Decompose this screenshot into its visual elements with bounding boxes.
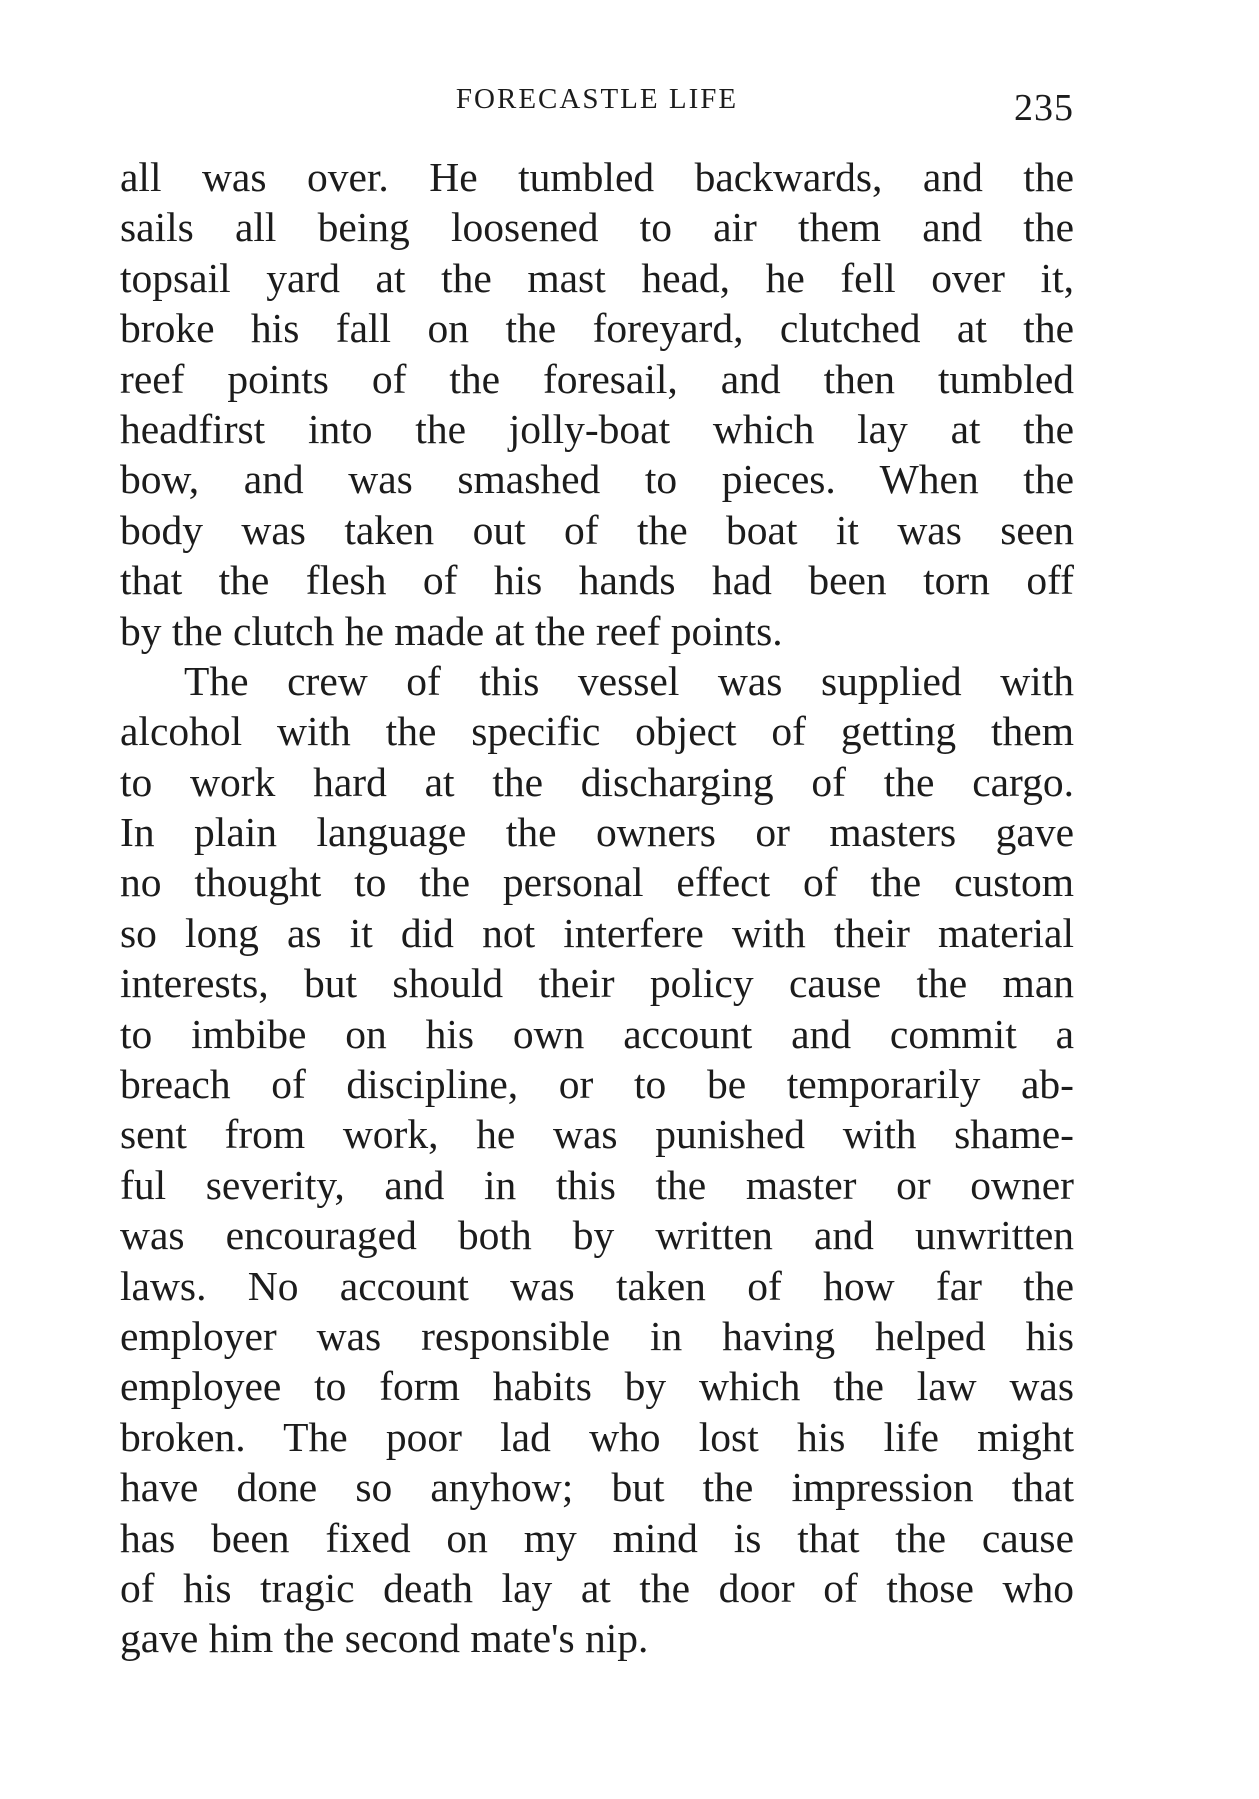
text-line: no thought to the personal effect of the custom <box>120 859 1074 906</box>
text-line: In plain language the owners or masters gave <box>120 809 1074 856</box>
text-line: so long as it did not interfere with their material <box>120 909 1074 956</box>
text-line: broken. The poor lad who lost his life might <box>120 1413 1074 1460</box>
text-line: bow, and was smashed to pieces. When the <box>120 456 1074 503</box>
text-line: has been fixed on my mind is that the cause <box>120 1514 1074 1561</box>
text-line: was encouraged both by written and unwritten <box>120 1212 1074 1259</box>
text-line: body was taken out of the boat it was seen <box>120 506 1074 553</box>
page-header <box>120 78 1074 138</box>
text-line: interests, but should their policy cause the man <box>120 960 1074 1007</box>
text-line: alcohol with the specific object of getting them <box>120 708 1074 755</box>
text-line: broke his fall on the foreyard, clutched at the <box>120 305 1074 352</box>
text-line: all was over. He tumbled backwards, and the <box>120 154 1074 200</box>
text-line: employee to form habits by which the law was <box>120 1363 1074 1410</box>
text-line: headfirst into the jolly-boat which lay at the <box>120 405 1074 452</box>
paragraph <box>120 656 1074 1664</box>
text-line: laws. No account was taken of how far the <box>120 1262 1074 1309</box>
text-line: breach of discipline, or to be temporarily ab- <box>120 1061 1074 1108</box>
text-line: employer was responsible in having helped his <box>120 1312 1074 1359</box>
text-line: to imbibe on his own account and commit a <box>120 1010 1074 1057</box>
text-line: by the clutch he made at the reef points. <box>120 607 783 654</box>
text-line: The crew of this vessel was supplied with <box>184 657 1074 704</box>
running-title: FORECASTLE LIFE <box>455 83 739 115</box>
body-text <box>120 152 1074 1664</box>
text-line: gave him the second mate's nip. <box>120 1615 649 1662</box>
text-line: sent from work, he was punished with shame- <box>120 1111 1074 1158</box>
text-line: topsail yard at the mast head, he fell over it, <box>120 254 1074 301</box>
text-line: have done so anyhow; but the impression that <box>120 1464 1074 1511</box>
text-line: that the flesh of his hands had been torn off <box>120 557 1074 604</box>
text-line: reef points of the foresail, and then tumbled <box>120 355 1074 402</box>
text-line: ful severity, and in this the master or owner <box>120 1161 1074 1208</box>
page-number: 235 <box>1014 87 1074 129</box>
text-line: of his tragic death lay at the door of those who <box>120 1564 1074 1611</box>
text-line: to work hard at the discharging of the cargo. <box>120 758 1074 805</box>
paragraph <box>120 152 1074 656</box>
text-line: sails all being loosened to air them and the <box>120 204 1074 251</box>
